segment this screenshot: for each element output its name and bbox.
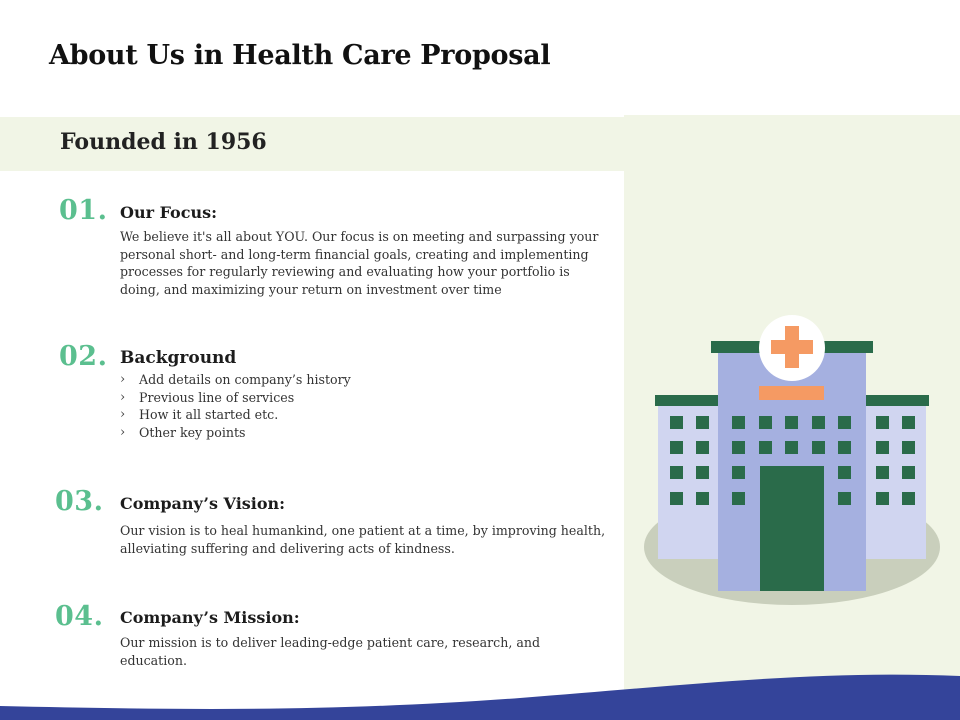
founded-text: Founded in 1956 — [60, 129, 267, 155]
chevron-right-icon: › — [120, 372, 126, 387]
right-wing — [864, 404, 926, 559]
list-item: › Add details on company’s history — [120, 372, 351, 387]
item-heading: Company’s Vision: — [120, 494, 286, 513]
list-item: › How it all started etc. — [120, 407, 279, 423]
item-body: Our mission is to deliver leading-edge patient care, research, and education. — [120, 635, 541, 668]
sign-bar — [759, 386, 824, 400]
hospital-building-icon — [640, 310, 944, 610]
item-body: Our vision is to heal humankind, one patient at a time, by improving health, alleviating suffering and delivering acts of kindness. — [120, 523, 606, 556]
item-number: 04. — [55, 601, 104, 632]
item-heading: Company’s Mission: — [120, 608, 300, 627]
list-item: › Previous line of services — [120, 389, 295, 405]
chevron-right-icon: › — [120, 389, 126, 405]
chevron-right-icon: › — [120, 424, 126, 440]
chevron-right-icon: › — [120, 407, 126, 423]
item-heading: Our Focus: — [120, 203, 218, 222]
item-body: We believe it's all about YOU. Our focus is on meeting and surpassing your personal short- and long-term financial goals, creating and implementing processes for regularly reviewing and evaluating how your portfolio is doing, and maximizing your return on investment over time — [120, 229, 599, 297]
background-list — [120, 371, 351, 441]
item-number: 03. — [55, 486, 104, 517]
bottom-wave — [0, 660, 960, 720]
item-number: 02. — [59, 341, 108, 372]
entrance-door — [760, 466, 824, 591]
slide-title: About Us in Health Care Proposal — [49, 40, 551, 71]
left-wing — [658, 404, 720, 559]
item-number: 01. — [59, 195, 108, 226]
left-roof — [655, 395, 721, 406]
right-roof — [863, 395, 929, 406]
list-item: › Other key points — [120, 424, 246, 440]
cross-horizontal — [771, 340, 813, 354]
founded-band — [0, 117, 624, 171]
item-heading: Background — [120, 348, 237, 368]
